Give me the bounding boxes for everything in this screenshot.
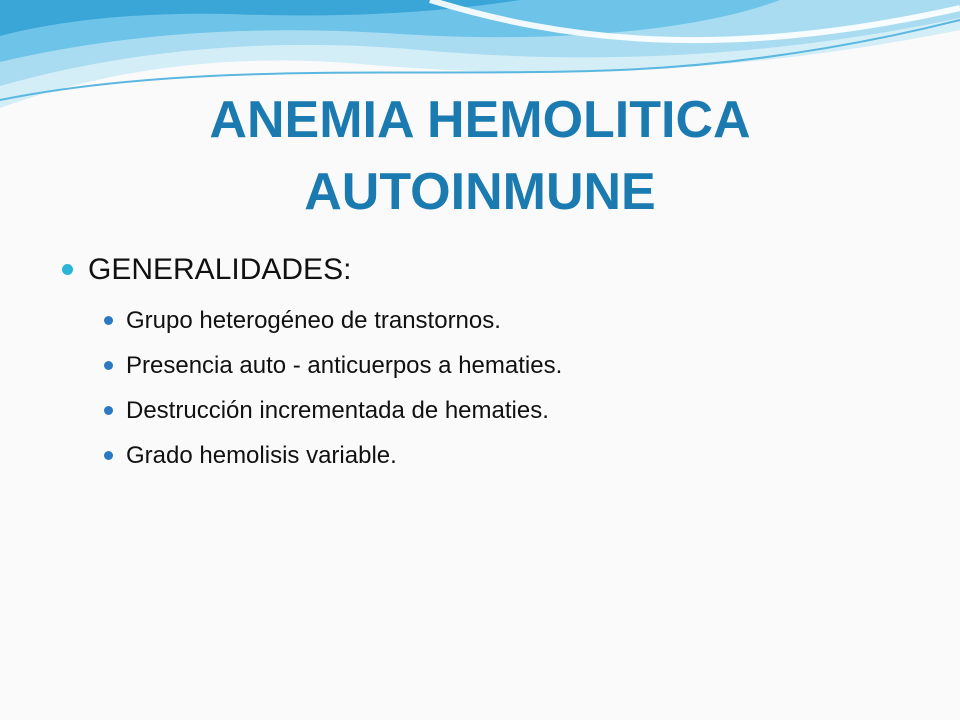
list-item-text: Destrucción incrementada de hematies. [126,397,549,424]
list-item-text: Presencia auto - anticuerpos a hematies. [126,352,563,379]
list-item-text: Grupo heterogéneo de transtornos. [126,307,501,334]
secondary-bullet-icon [104,361,113,370]
title-line-2: AUTOINMUNE [304,163,656,221]
list-item [104,298,920,343]
secondary-bullet-icon [104,406,113,415]
list-item [104,433,920,478]
slide-title [80,84,880,228]
secondary-bullet-icon [104,451,113,460]
sub-bullet-list [60,298,920,478]
secondary-bullet-icon [104,316,113,325]
list-item [104,343,920,388]
title-line-1: ANEMIA HEMOLITICA [209,91,751,149]
bullet-heading [60,248,920,292]
list-item [104,388,920,433]
heading-text: GENERALIDADES: [88,253,352,286]
list-item-text: Grado hemolisis variable. [126,442,397,469]
primary-bullet-icon [62,264,73,275]
slide-body [60,248,920,478]
